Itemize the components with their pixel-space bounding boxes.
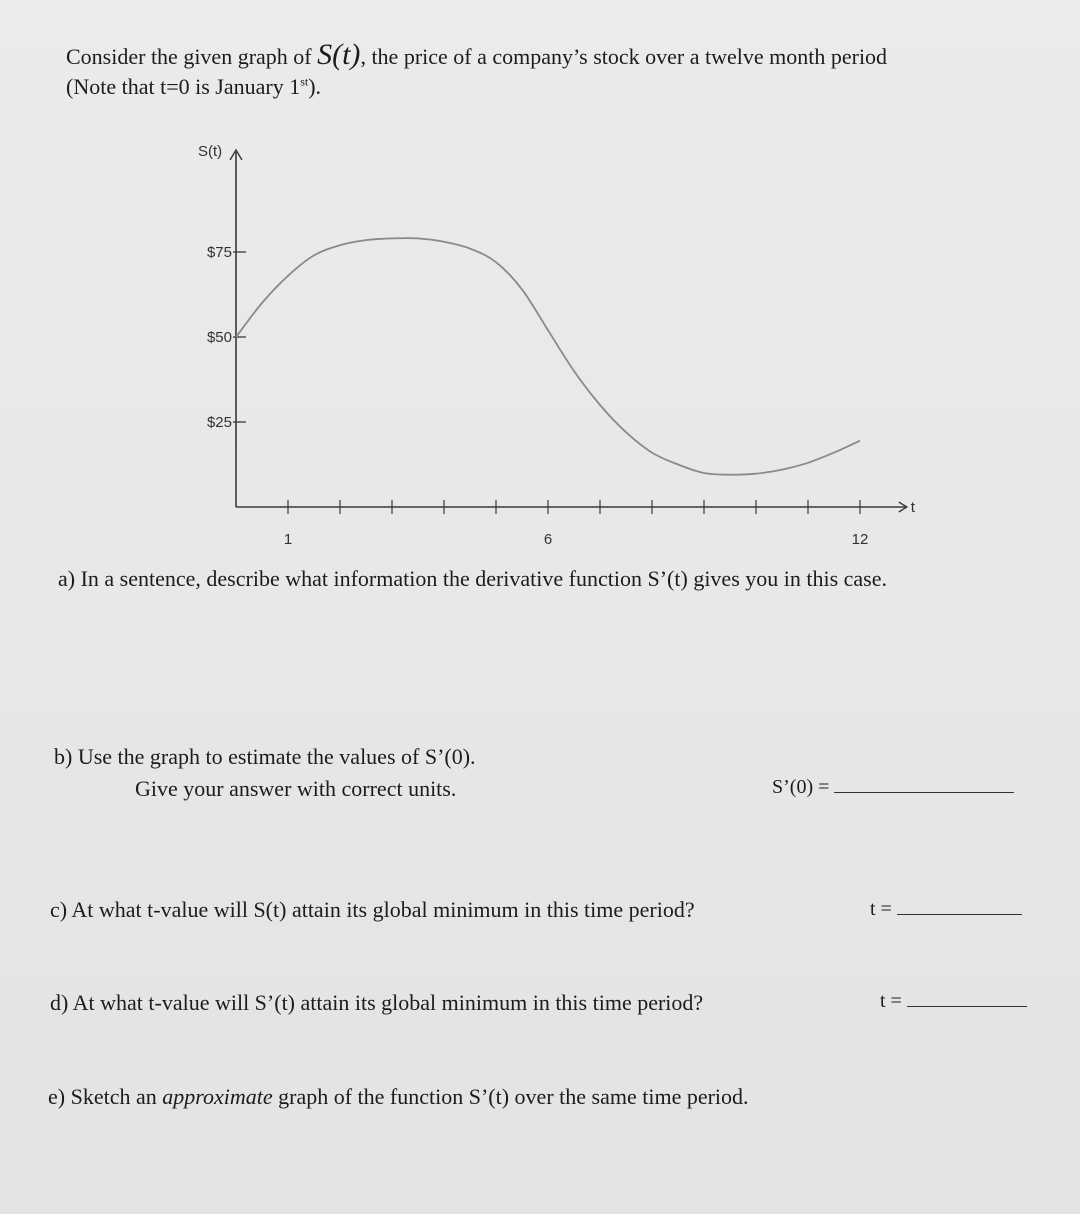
y-axis-label: S(t) [198, 143, 223, 160]
answer-b-blank[interactable] [834, 792, 1014, 793]
answer-d-blank[interactable] [907, 1006, 1027, 1007]
question-e-suffix: graph of the function S’(t) over the same time period. [278, 1084, 749, 1109]
intro-suffix: , the price of a company’s stock over a twelve month period [360, 44, 888, 69]
question-b-line-2: Give your answer with correct units. [135, 776, 457, 801]
answer-c-blank[interactable] [897, 914, 1022, 915]
answer-d-label: t = [880, 990, 902, 1012]
stock-price-curve [236, 238, 860, 475]
answer-c [870, 898, 1022, 921]
x-tick-label: 6 [543, 531, 553, 548]
y-tick-label: $25 [206, 414, 232, 431]
y-tick-label: $50 [206, 329, 232, 346]
intro-note-sup: st [300, 74, 309, 89]
function-name: S(t) [317, 38, 361, 71]
intro-prefix: Consider the given graph of [66, 44, 312, 69]
stock-price-graph [0, 0, 1080, 560]
question-a: a) In a sentence, describe what information the derivative function S’(t) gives you in this case. [58, 566, 888, 591]
intro-note-suffix: ). [308, 74, 322, 99]
answer-c-label: t = [870, 898, 892, 920]
question-e-prefix: e) Sketch an [48, 1084, 157, 1109]
question-d: d) At what t-value will S’(t) attain its global minimum in this time period? [50, 990, 704, 1015]
question-e-emphasis: approximate [162, 1084, 273, 1109]
answer-b-label: S’(0) = [772, 776, 830, 798]
answer-b [772, 776, 1014, 799]
y-tick-label: $75 [206, 244, 232, 261]
intro-note-prefix: (Note that t=0 is January 1 [66, 74, 301, 99]
answer-d [880, 990, 1027, 1013]
x-tick-label: 1 [283, 531, 293, 548]
question-b-line-1: b) Use the graph to estimate the values of S’(0). [54, 744, 476, 769]
x-axis-label: t [910, 499, 915, 516]
x-tick-label: 12 [851, 531, 869, 548]
question-c: c) At what t-value will S(t) attain its global minimum in this time period? [50, 897, 695, 922]
question-e [48, 1084, 749, 1110]
